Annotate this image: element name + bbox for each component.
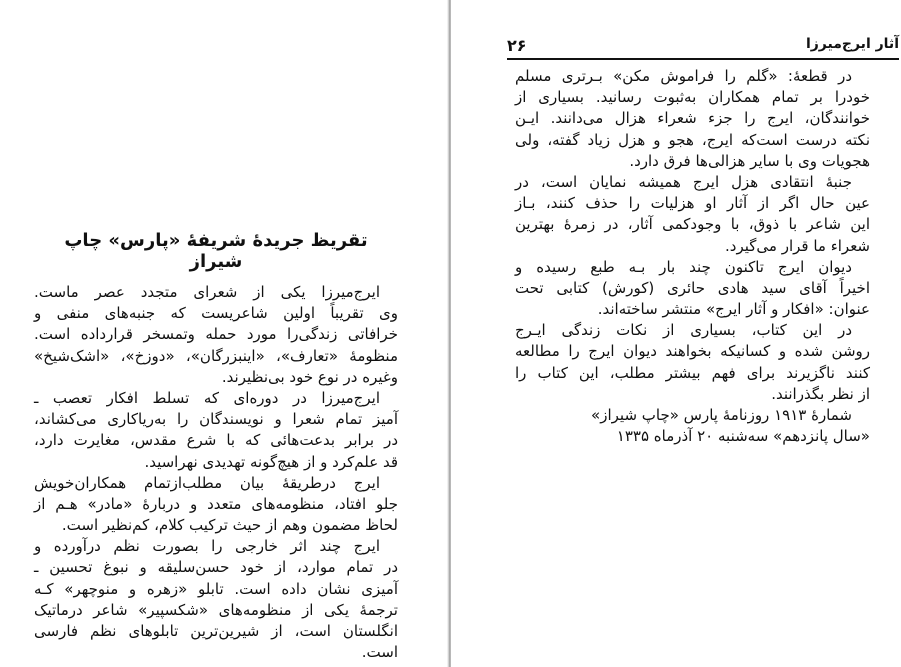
- right-page-body: [515, 66, 870, 447]
- text-line: منظومهٔ «تعارف»، «اینبزرگان»، «دوزخ»، «اشک‌شیخ»: [34, 346, 398, 365]
- text-line: در برابر بدعت‌هائی که با شرع مقدس، مغایرت دارد،: [34, 431, 398, 450]
- text-line: در این کتاب، بسیاری از نکات زندگی ایـرج: [515, 321, 852, 340]
- source-line: «سال پانزدهم» سه‌شنبه ۲۰ آذرماه ۱۳۳۵: [616, 427, 870, 446]
- text-line: وغیره در نوع خود بی‌نظیرند.: [221, 367, 398, 386]
- text-line: هجویات وی با سایر هزالی‌ها فرق دارد.: [629, 151, 870, 170]
- text-line: عین حال اگر از آثار او هزلیات را حذف کنند، بـاز: [515, 194, 870, 213]
- text-line: در تمام موارد، از خود حسن‌سلیقه و نبوغ تحسین ـ: [34, 558, 398, 577]
- text-line: جلو افتاد، منظومه‌های متعدد و دربارهٔ «مادر» هـم از: [34, 494, 398, 513]
- text-line: ترجمهٔ یکی از منظومه‌های «شکسپیر» شاعر درماتیک: [34, 600, 398, 619]
- left-page: [0, 0, 450, 667]
- section-heading: تقریظ جریدهٔ شریفهٔ «پارس» چاپ شیراز: [64, 230, 368, 272]
- text-line: جنبهٔ انتقادی هزل ایرج همیشه نمایان است، در: [515, 172, 852, 191]
- running-header: [507, 36, 899, 56]
- text-line: آمیزی نشان داده است. تابلو «زهره و منوچهر» کـه: [34, 579, 398, 598]
- page-number: ۲۶: [507, 36, 527, 55]
- text-line: خوانندگان، ایرج را جزء شعراء هزال می‌دانند. ایـن: [515, 109, 870, 128]
- text-line: قد علم‌کرد و از هیچ‌گونه تهدیدی نهراسید.: [144, 452, 398, 471]
- text-line: است.: [361, 643, 398, 662]
- text-line: نکته درست است‌که ایرج، هجو و هزل زیاد گفته، ولی: [515, 130, 870, 149]
- text-line: دیوان ایرج تاکنون چند بار بـه طبع رسیده و: [515, 257, 852, 276]
- right-page: [451, 0, 901, 667]
- text-line: وی تقریباً اولین شاعریست که جنبه‌های منفی و: [34, 304, 398, 323]
- text-line: خرافاتی زندگی‌را مورد حمله وتمسخر قرارداده است.: [34, 325, 398, 344]
- text-line: ایرج درطریقهٔ بیان مطلب‌ازتمام همکاران‌خویش: [34, 473, 380, 492]
- text-line: اخیراً آقای سید هادی حائری (کورش) کتابی تحت: [515, 278, 870, 297]
- running-header-title: آثار ایرج‌میرزا: [805, 36, 899, 52]
- text-line: روشن شده و کسانیکه بخواهند دیوان ایرج را مطالعه: [515, 342, 870, 361]
- header-rule: [507, 58, 899, 60]
- text-line: انگلستان است، از شیرین‌ترین تابلوهای نظم فارسی: [34, 622, 398, 640]
- text-line: شعراء ما قرار می‌گیرد.: [725, 236, 870, 255]
- text-line: آمیز تمام شعرا و نویسندگان را به‌ریاکاری می‌کشاند،: [34, 410, 398, 429]
- text-line: ایرج‌میرزا یکی از شعرای متجدد عصر ماست.: [34, 283, 380, 301]
- source-line: شمارهٔ ۱۹۱۳ روزنامهٔ پارس «چاپ شیراز»: [591, 406, 852, 424]
- text-line: این شاعر با ذوق، با وجودکمی آثار، در زمرهٔ بهترین: [515, 215, 870, 234]
- text-line: لحاظ مضمون وهم از حیث ترکیب کلام، کم‌نظیر است.: [61, 516, 398, 535]
- text-line: عنوان: «افکار و آثار ایرج» منتشر ساخته‌اند.: [597, 300, 870, 319]
- text-line: ایرج‌میرزا در دوره‌ای که تسلط افکار تعصب ـ: [34, 388, 380, 407]
- left-page-body: [34, 282, 398, 663]
- text-line: خودرا بر تمام همکاران به‌ثبوت رسانید. بسیاری از: [515, 88, 870, 107]
- text-line: در قطعهٔ: «گلم را فراموش مکن» بـرتری مسلم: [515, 67, 852, 85]
- text-line: ایرج چند اثر خارجی را بصورت نظم درآورده و: [34, 537, 380, 556]
- text-line: کنند ناگزیرند برای فهم بیشتر مطلب، این کتاب را: [515, 363, 870, 382]
- text-line: از نظر بگذرانند.: [771, 384, 870, 403]
